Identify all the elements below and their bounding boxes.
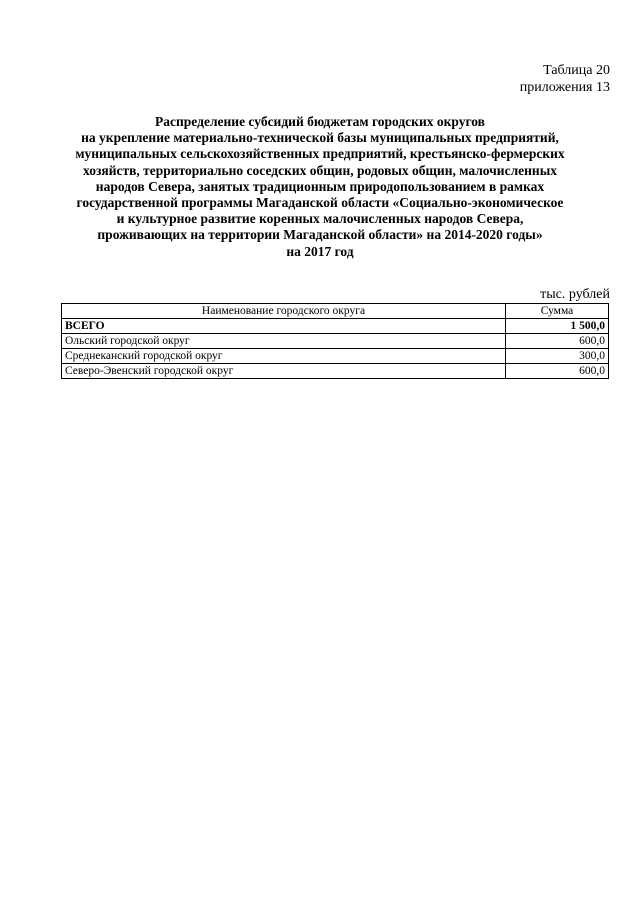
title-line: государственной программы Магаданской области «Социально-экономическое xyxy=(76,195,564,211)
column-header-name: Наименование городского округа xyxy=(62,304,506,319)
row-sum: 300,0 xyxy=(506,349,609,364)
title-line: муниципальных сельскохозяйственных предприятий, крестьянско-фермерских xyxy=(75,146,565,162)
title-line: народов Севера, занятых традиционным природопользованием в рамках xyxy=(95,178,545,194)
units-label: тыс. рублей xyxy=(540,287,610,302)
table-row xyxy=(62,334,609,349)
total-label: ВСЕГО xyxy=(62,319,506,334)
appendix-number: приложения 13 xyxy=(519,80,610,95)
table-number: Таблица 20 xyxy=(543,63,610,78)
column-header-sum: Сумма xyxy=(506,304,609,319)
row-sum: 600,0 xyxy=(506,364,609,379)
row-name: Среднеканский городской округ xyxy=(62,349,506,364)
title-line: Распределение субсидий бюджетам городских округов xyxy=(155,114,485,129)
subsidy-table xyxy=(61,303,609,379)
total-sum: 1 500,0 xyxy=(506,319,609,334)
title-line: проживающих на территории Магаданской области» на 2014-2020 годы» xyxy=(97,227,543,243)
table-header-row xyxy=(62,304,609,319)
title-line: на укрепление материально-технической базы муниципальных предприятий, xyxy=(81,130,559,146)
title-line: хозяйств, территориально соседских общин, родовых общин, малочисленных xyxy=(83,162,557,178)
table-row xyxy=(62,364,609,379)
table-row xyxy=(62,349,609,364)
table-reference xyxy=(520,62,610,96)
title-line: и культурное развитие коренных малочисленных народов Севера, xyxy=(116,211,524,227)
row-sum: 600,0 xyxy=(506,334,609,349)
row-name: Ольский городской округ xyxy=(62,334,506,349)
title-line: на 2017 год xyxy=(286,243,354,259)
table-row-total xyxy=(62,319,609,334)
row-name: Северо-Эвенский городской округ xyxy=(62,364,506,379)
document-title xyxy=(40,114,600,260)
